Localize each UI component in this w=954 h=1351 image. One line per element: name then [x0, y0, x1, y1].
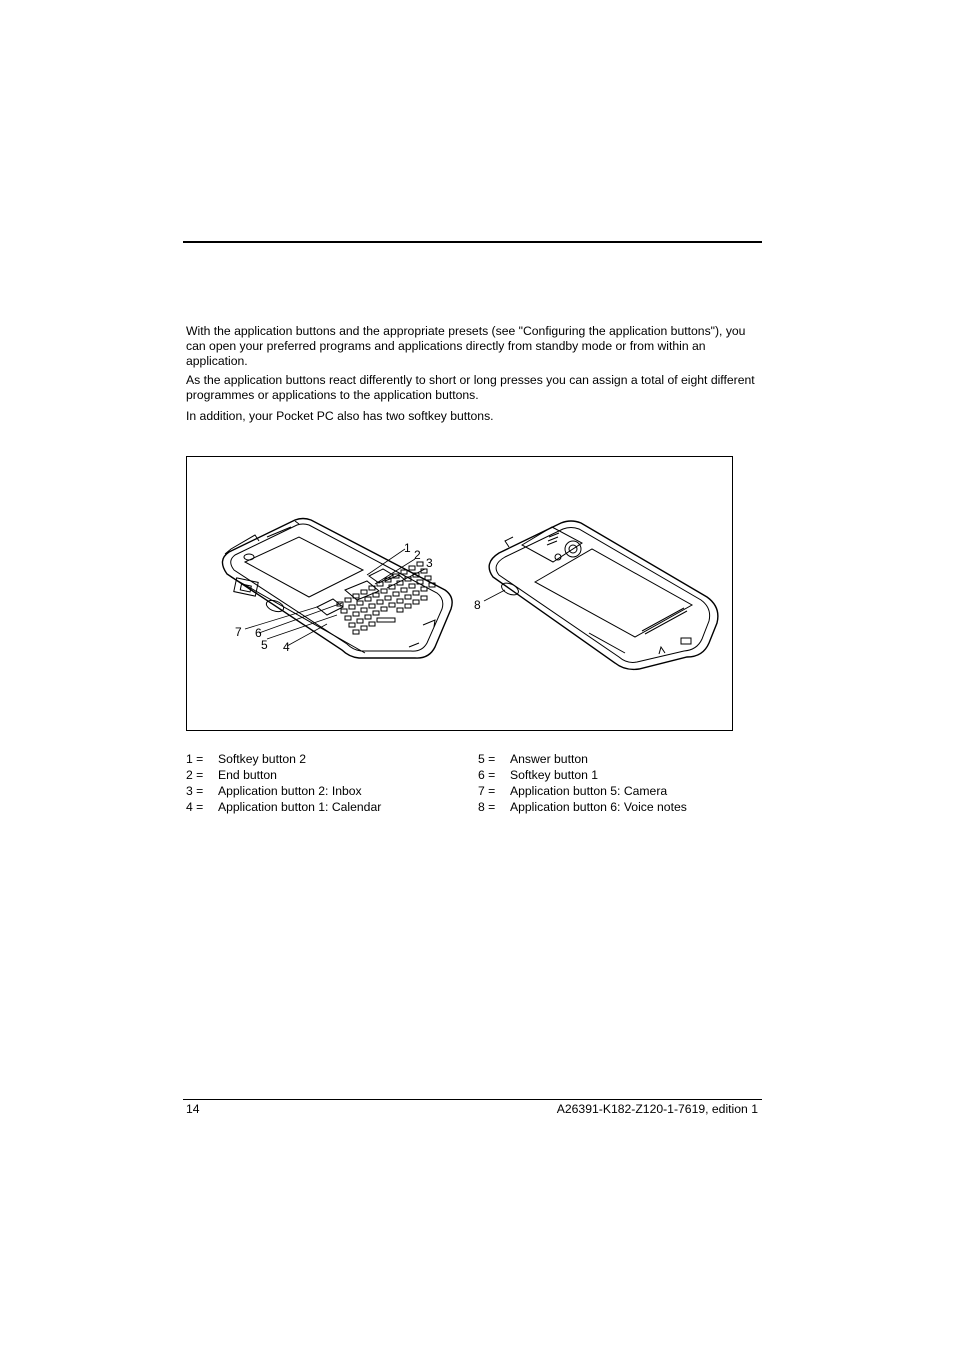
softkey-paragraph: In addition, your Pocket PC also has two softkey buttons.	[186, 409, 494, 423]
legend-number: 1 =	[186, 752, 204, 766]
callout-6: 6	[255, 626, 262, 640]
legend-item	[186, 783, 381, 799]
callout-3: 3	[426, 556, 433, 570]
legend-item	[186, 751, 381, 767]
device-illustration	[187, 457, 732, 730]
legend-number: 3 =	[186, 784, 204, 798]
callout-8: 8	[474, 598, 481, 612]
legend-text: Application button 6: Voice notes	[510, 800, 687, 814]
document-id: A26391-K182-Z120-1-7619, edition 1	[556, 1102, 758, 1116]
legend-text: Answer button	[510, 752, 588, 766]
legend-item	[478, 767, 687, 783]
header-rule	[183, 241, 762, 243]
device-illustration-frame	[186, 456, 733, 731]
legend-text: End button	[218, 768, 277, 782]
keyboard-keys	[337, 562, 435, 634]
legend-number: 8 =	[478, 800, 496, 814]
legend-text: Application button 1: Calendar	[218, 800, 382, 814]
legend-number: 4 =	[186, 800, 204, 814]
legend-item	[478, 799, 687, 815]
legend-number: 5 =	[478, 752, 496, 766]
legend-item	[478, 783, 687, 799]
callout-5: 5	[261, 638, 268, 652]
legend-number: 6 =	[478, 768, 496, 782]
legend-text: Application button 5: Camera	[510, 784, 668, 798]
footer-rule	[183, 1099, 762, 1100]
intro-paragraph: With the application buttons and the appropriate presets (see "Configuring the application buttons"), you can open your preferred programs and applications directly from standby mode or from within an application.	[186, 324, 746, 368]
legend-number: 2 =	[186, 768, 204, 782]
device-back-view	[489, 521, 718, 669]
legend-item	[186, 799, 381, 815]
legend-right-column	[478, 751, 687, 815]
callout-7: 7	[235, 625, 242, 639]
callout-4: 4	[283, 640, 290, 654]
legend-item	[478, 751, 687, 767]
legend-text: Softkey button 2	[218, 752, 307, 766]
callout-1: 1	[404, 541, 411, 555]
callout-2: 2	[414, 548, 421, 562]
legend-number: 7 =	[478, 784, 496, 798]
assignment-paragraph: As the application buttons react differently to short or long presses you can assign a total of eight different programmes or applications to the application buttons.	[186, 373, 755, 402]
legend-text: Softkey button 1	[510, 768, 599, 782]
legend-left-column	[186, 751, 381, 815]
legend-item	[186, 767, 381, 783]
page-number: 14	[186, 1102, 200, 1116]
legend-text: Application button 2: Inbox	[218, 784, 362, 798]
